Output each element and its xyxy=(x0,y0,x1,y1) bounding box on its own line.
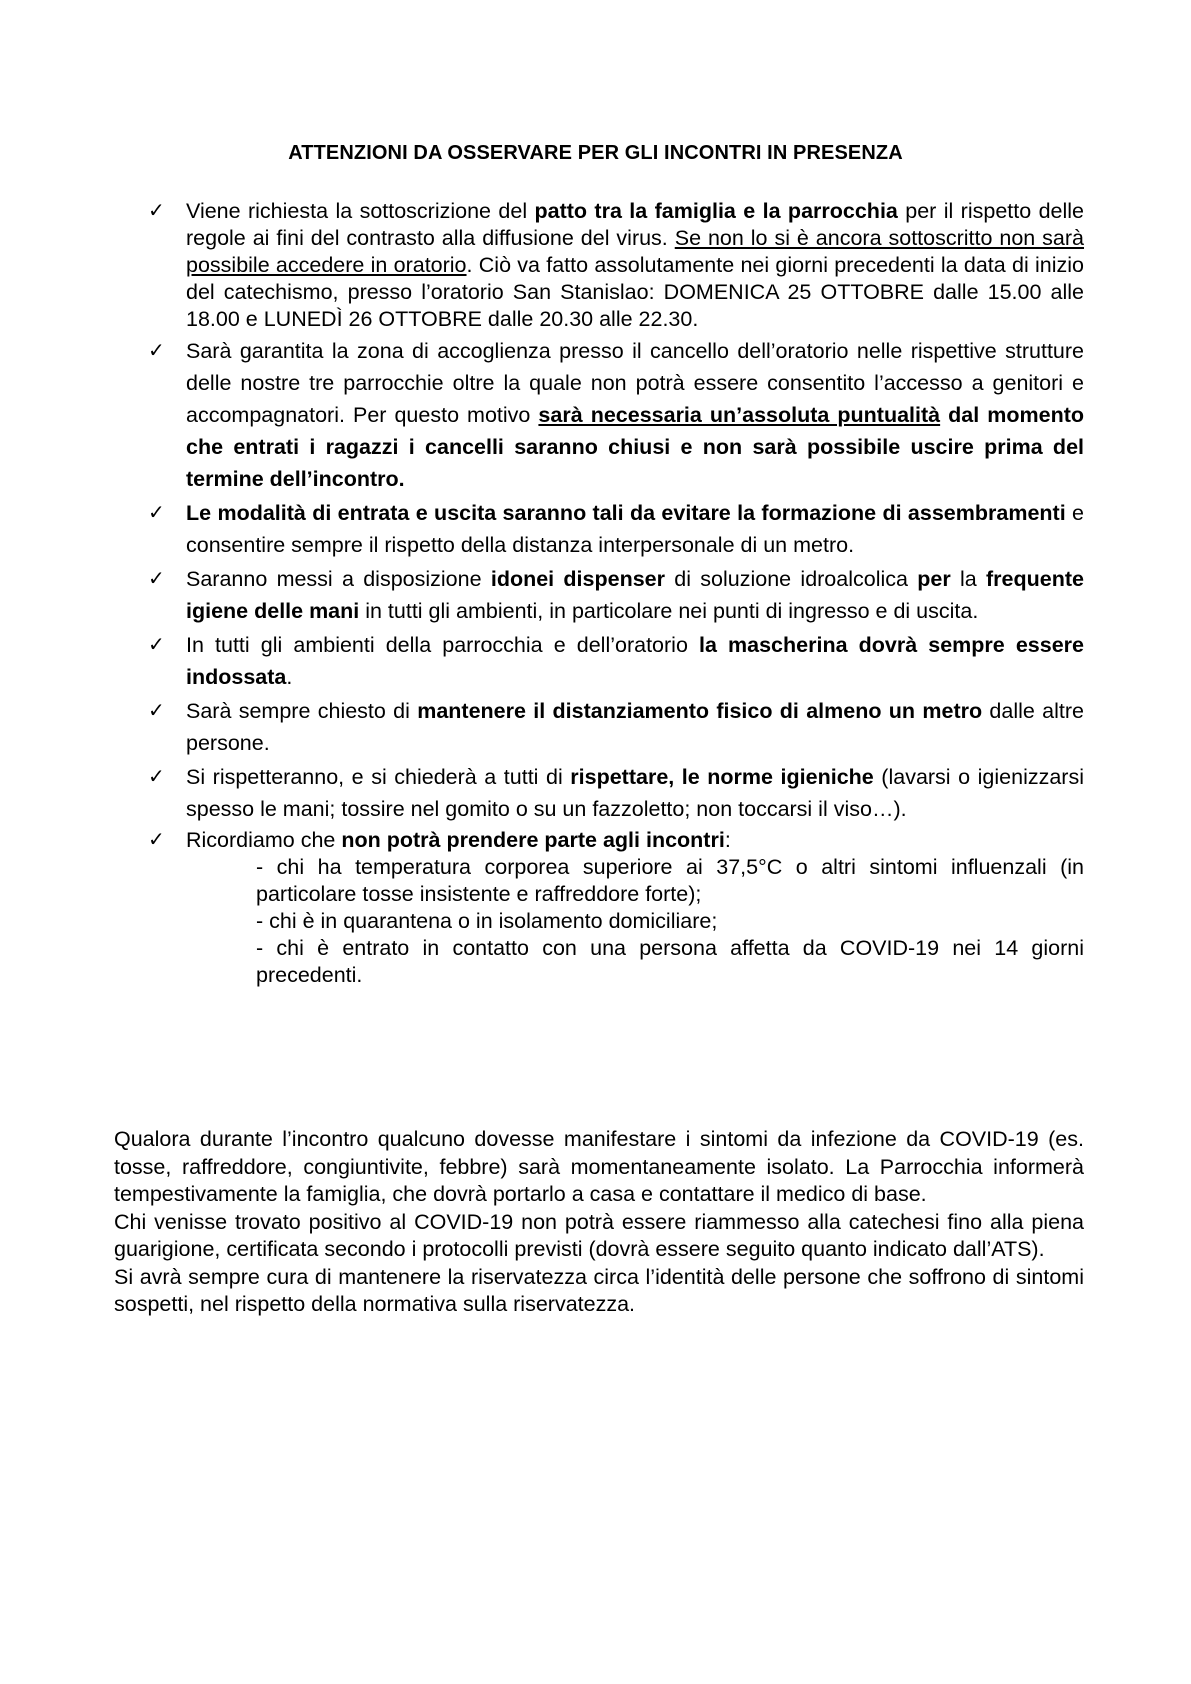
checkmark-icon: ✓ xyxy=(148,568,165,590)
item-text: . Ciò va fatto assolutamente nei giorni precedenti la data di inizio del catechismo, presso l’oratorio San Stanislao: DOMENICA 25 OTTOBRE dalle 15.00 alle 18.00 e LUNEDÌ 26 OTTOBRE dalle 20.30 alle 22.30. xyxy=(186,253,1084,331)
item-bold-text: patto tra la famiglia e la parrocchia xyxy=(534,199,898,223)
item-text: Ricordiamo che xyxy=(186,828,342,852)
list-item xyxy=(148,761,1084,825)
item-text: Si rispetteranno, e si chiederà a tutti di xyxy=(186,765,571,789)
checkmark-icon: ✓ xyxy=(148,766,165,788)
sub-item: - chi ha temperatura corporea superiore ai 37,5°C o altri sintomi influenzali (in particolare tosse insistente e raffreddore forte); xyxy=(256,855,1084,906)
checkmark-icon: ✓ xyxy=(148,634,165,656)
item-bold-text: per xyxy=(917,567,951,591)
closing-paragraphs xyxy=(114,1126,1084,1319)
checkmark-icon: ✓ xyxy=(148,502,165,524)
item-bold-text: Le modalità di entrata e uscita saranno tali da evitare la formazione di assembramenti xyxy=(186,501,1066,525)
item-bold-text: frequente igiene delle mani xyxy=(186,567,1084,623)
list-item xyxy=(148,497,1084,561)
item-bold-text: non potrà prendere parte agli incontri xyxy=(341,828,725,852)
sub-item: - chi è in quarantena o in isolamento domiciliare; xyxy=(256,909,718,933)
item-bold-underlined-text: sarà necessaria un’assoluta puntualità xyxy=(538,403,941,427)
item-text: di soluzione idroalcolica xyxy=(665,567,918,591)
item-text: la xyxy=(950,567,987,591)
item-text: Sarà sempre chiesto di xyxy=(186,699,418,723)
item-text: Sarà garantita la zona di accoglienza presso il cancello dell’oratorio nelle rispettive strutture delle nostre tre parrocchie oltre la quale non potrà essere consentito l’accesso a genitori e accompagnatori. Per questo motivo xyxy=(186,339,1084,427)
paragraph: Si avrà sempre cura di mantenere la riservatezza circa l’identità delle persone che soffrono di sintomi sospetti, nel rispetto della normativa sulla riservatezza. xyxy=(114,1264,1084,1316)
list-item xyxy=(148,629,1084,693)
item-bold-text: rispettare, le norme igieniche xyxy=(570,765,874,789)
item-text: e consentire sempre il rispetto della distanza interpersonale di un metro. xyxy=(186,501,1085,557)
list-item xyxy=(148,335,1084,495)
item-text: . xyxy=(286,665,293,689)
checkmark-icon: ✓ xyxy=(148,200,165,222)
item-text: In tutti gli ambienti della parrocchia e dell’oratorio xyxy=(186,633,699,657)
item-text: (lavarsi o igienizzarsi spesso le mani; tossire nel gomito o su un fazzoletto; non toccarsi il viso…). xyxy=(186,765,1084,821)
item-text: per il rispetto delle regole ai fini del contrasto alla diffusione del virus. xyxy=(186,199,1084,250)
list-item xyxy=(148,827,1084,989)
item-bold-text: idonei dispenser xyxy=(490,567,665,591)
list-item xyxy=(148,695,1084,759)
item-text: : xyxy=(724,828,731,852)
page-title: ATTENZIONI DA OSSERVARE PER GLI INCONTRI IN PRESENZA xyxy=(288,142,903,164)
paragraph: Chi venisse trovato positivo al COVID-19 non potrà essere riammesso alla catechesi fino alla piena guarigione, certificata secondo i protocolli previsti (dovrà essere seguito quanto indicato dall’ATS). xyxy=(114,1209,1084,1261)
item-bold-text: mantenere il distanziamento fisico di almeno un metro xyxy=(417,699,983,723)
item-bold-text: dal momento che entrati i ragazzi i cancelli saranno chiusi e non sarà possibile uscire prima del termine dell’incontro. xyxy=(186,403,1085,491)
item-underlined-text: Se non lo si è ancora sottoscritto non sarà possibile accedere in oratorio xyxy=(186,226,1085,277)
checkmark-icon: ✓ xyxy=(148,829,165,851)
item-text: dalle altre persone. xyxy=(186,699,1084,755)
checkmark-icon: ✓ xyxy=(148,700,165,722)
list-item xyxy=(148,198,1084,333)
item-text: Viene richiesta la sottoscrizione del xyxy=(186,199,535,223)
item-bold-text: la mascherina dovrà sempre essere indossata xyxy=(186,633,1084,689)
list-item xyxy=(148,563,1084,627)
sub-item: - chi è entrato in contatto con una persona affetta da COVID-19 nei 14 giorni precedenti. xyxy=(256,936,1084,987)
checkmark-icon: ✓ xyxy=(148,340,165,362)
paragraph: Qualora durante l’incontro qualcuno dovesse manifestare i sintomi da infezione da COVID-19 (es. tosse, raffreddore, congiuntivite, febbre) sarà momentaneamente isolato. La Parrocchia informerà tempestivamente la famiglia, che dovrà portarlo a casa e contattare il medico di base. xyxy=(114,1127,1084,1206)
item-text: in tutti gli ambienti, in particolare nei punti di ingresso e di uscita. xyxy=(359,599,979,623)
item-text: Saranno messi a disposizione xyxy=(186,567,491,591)
checklist xyxy=(148,198,1084,991)
